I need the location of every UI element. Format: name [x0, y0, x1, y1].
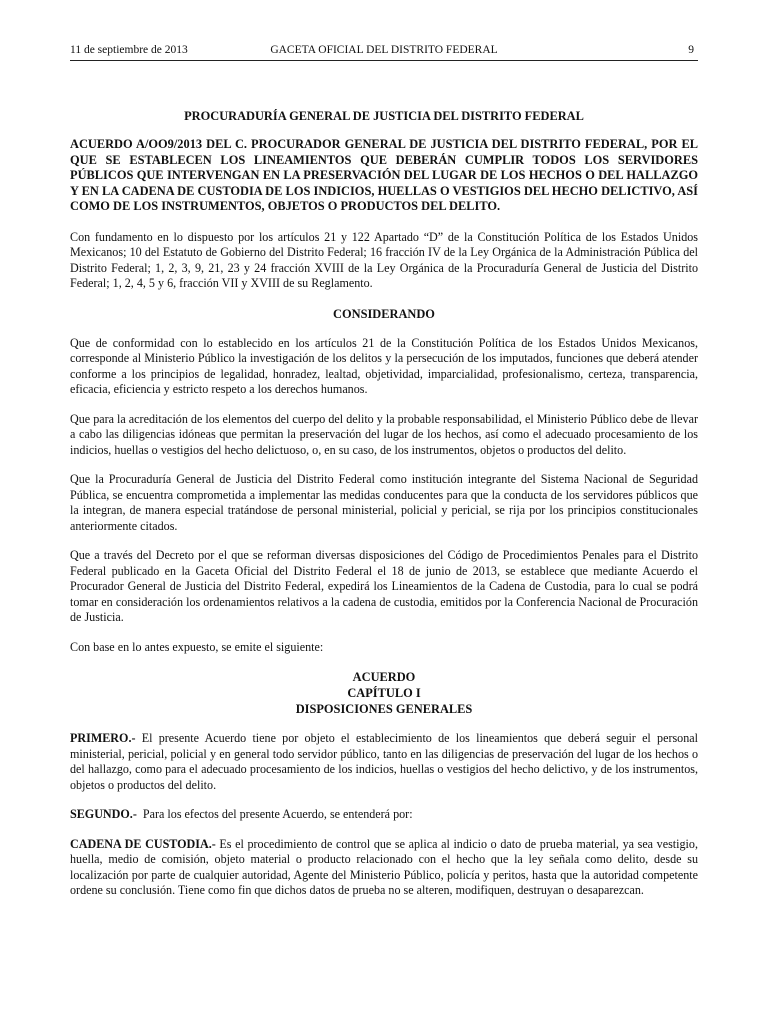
running-header	[70, 44, 698, 61]
article-primero	[70, 731, 698, 793]
document-body	[70, 108, 698, 913]
institution-heading: PROCURADURÍA GENERAL DE JUSTICIA DEL DISTRITO FEDERAL	[184, 109, 584, 123]
fundamento-paragraph: Con fundamento en lo dispuesto por los artículos 21 y 122 Apartado “D” de la Constitución Política de los Estados Unidos Mexicanos; 10 del Estatuto de Gobierno del Distrito Federal; 16 fracción IV de la Ley Orgánica de la Administración Pública del Distrito Federal; 1, 2, 3, 9, 21, 23 y 24 fracción XVIII de la Ley Orgánica de la Procuraduría General de Justicia del Distrito Federal; 1, 2, 4, 5 y 6, fracción VII y XVIII de su Reglamento.	[70, 229, 698, 290]
header-page-number: 9	[688, 44, 694, 56]
acuerdo-title: ACUERDO A/OO9/2013 DEL C. PROCURADOR GENERAL DE JUSTICIA DEL DISTRITO FEDERAL, POR EL QUE SE ESTABLECEN LOS LINEAMIENTOS QUE DEBERÁN CUMPLIR TODOS LOS SERVIDORES PÚBLICOS QUE INTERVENGAN EN LA PRESERVACIÓN DEL LUGAR DE LOS HECHOS O DEL HALLAZGO Y EN LA CADENA DE CUSTODIA DE LOS INDICIOS, HUELLAS O VESTIGIOS DEL HECHO DELICTIVO, ASÍ COMO DE LOS INSTRUMENTOS, OBJETOS O PRODUCTOS DEL DELITO.	[70, 137, 698, 213]
disposiciones-heading: DISPOSICIONES GENERALES	[295, 702, 473, 716]
considerando-paragraph-3: Que la Procuraduría General de Justicia del Distrito Federal como institución integrante del Sistema Nacional de Seguridad Pública, se encuentra comprometida a implementar las medidas conducentes para que la conducta de los servidores públicos que la integran, de manera especial tratándose de personal ministerial, policial y pericial, se rija por los principios constitucionales anteriormente citados.	[70, 472, 698, 533]
acuerdo-headings	[70, 669, 698, 717]
article-primero-text: El presente Acuerdo tiene por objeto el establecimiento de los lineamientos que deberá seguir el personal ministerial, pericial, policial y en general todo servidor público, tanto en las diligencias de preservación del lugar de los hechos o del hallazgo, como para el adecuado procesamiento de los indicios, huellas o vestigios del hecho delictivo, y de los instrumentos, objetos o productos del delito.	[70, 731, 698, 792]
emission-paragraph: Con base en lo antes expuesto, se emite el siguiente:	[70, 639, 324, 654]
article-segundo-lead: SEGUNDO.-	[70, 807, 137, 821]
considerando-heading: CONSIDERANDO	[333, 306, 435, 321]
definition-cadena-lead: CADENA DE CUSTODIA.-	[70, 836, 216, 851]
article-primero-lead: PRIMERO.-	[70, 731, 136, 745]
considerando-paragraph-1: Que de conformidad con lo establecido en los artículos 21 de la Constitución Política de los Estados Unidos Mexicanos, corresponde al Ministerio Público la investigación de los delitos y la persecución de los imputados, funciones que deberá atender conforme a los principios de legalidad, honradez, lealtad, objetividad, imparcialidad, profesionalismo, certeza, transparencia, eficacia, eficiencia y estricto respeto a los derechos humanos.	[70, 335, 698, 396]
considerando-paragraph-2: Que para la acreditación de los elementos del cuerpo del delito y la probable responsabilidad, el Ministerio Público debe de llevar a cabo las diligencias idóneas que permitan la preservación del lugar de los hechos, así como el adecuado procesamiento de los indicios, huellas o vestigios del hecho delictuoso, o, en su caso, de los instrumentos, objetos o productos del delito.	[70, 411, 698, 457]
acuerdo-heading: ACUERDO	[352, 670, 416, 684]
definition-cadena-text: Es el procedimiento de control que se aplica al indicio o dato de prueba material, ya sea vestigio, huella, medio de comisión, objeto material o producto relacionado con el hecho que la ley señala como delito, desde su localización por parte de cualquier autoridad, Agente del Ministerio Público, policía y peritos, hasta que la autoridad competente ordene su conclusión. Tiene como fin que dichos datos de prueba no se alteren, modifiquen, destruyan o desaparezcan.	[70, 836, 698, 897]
header-title: GACETA OFICIAL DEL DISTRITO FEDERAL	[270, 44, 498, 56]
capitulo-heading: CAPÍTULO I	[347, 686, 421, 700]
article-segundo	[70, 807, 698, 823]
definition-cadena-custodia	[70, 837, 698, 899]
article-segundo-text: Para los efectos del presente Acuerdo, se entenderá por:	[136, 807, 413, 821]
considerando-paragraph-4: Que a través del Decreto por el que se reforman diversas disposiciones del Código de Procedimientos Penales para el Distrito Federal publicado en la Gaceta Oficial del Distrito Federal el 18 de junio de 2013, se establece que mediante Acuerdo el Procurador General de Justicia del Distrito Federal, expedirá los Lineamientos de la Cadena de Custodia, para lo cual se podrá tomar en consideración los ordenamientos relativos a la cadena de custodia, emitidos por la Conferencia Nacional de Procuración de Justicia.	[70, 548, 698, 624]
header-date: 11 de septiembre de 2013	[70, 44, 188, 56]
